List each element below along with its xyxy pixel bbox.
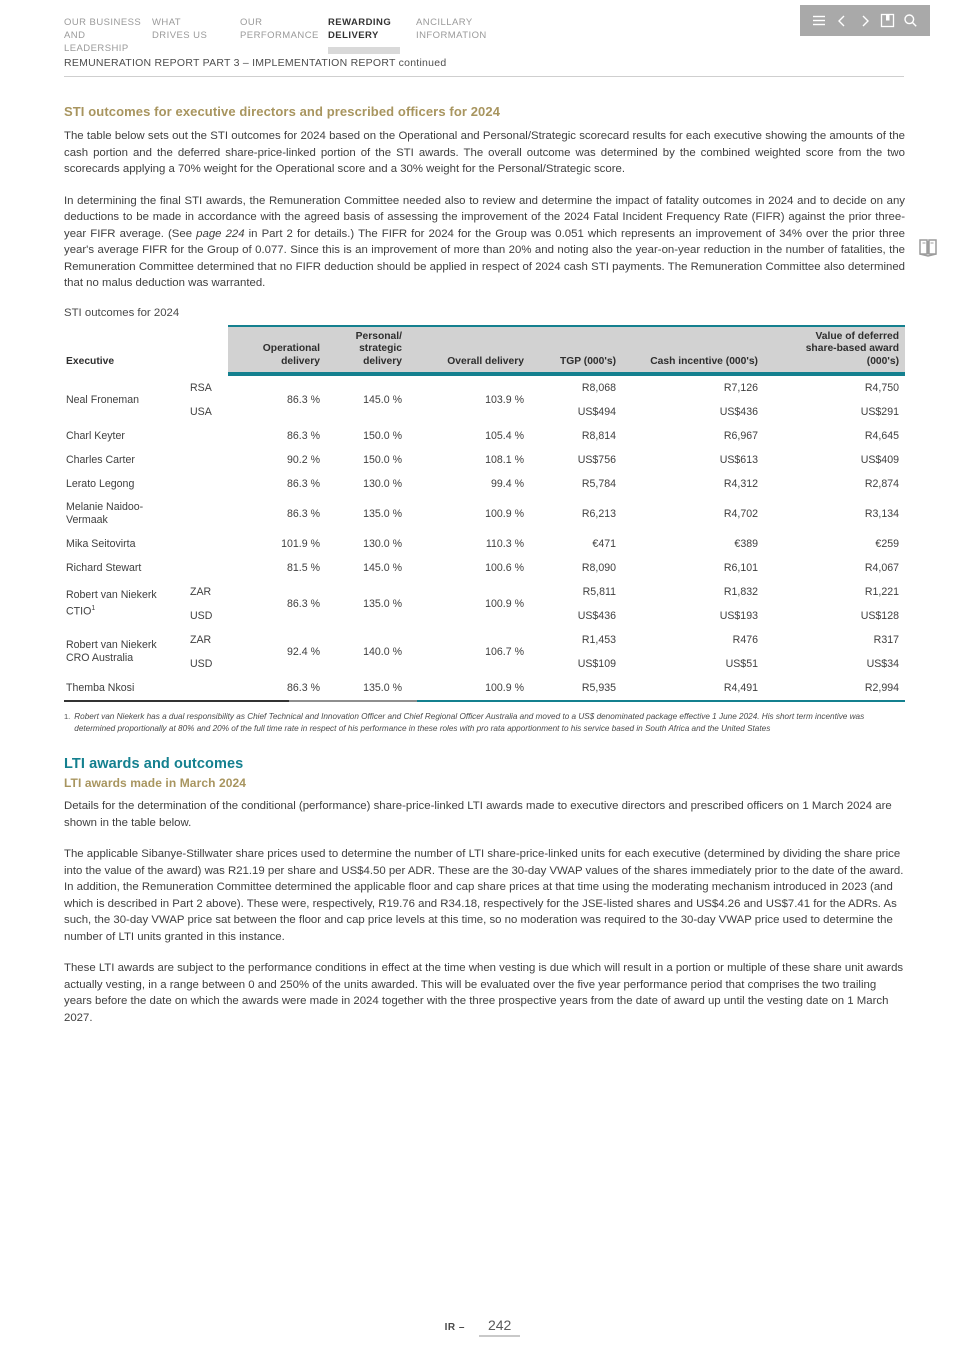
cell-cash-incentive: US$436 xyxy=(719,406,758,418)
menu-icon[interactable] xyxy=(810,11,829,30)
cell-tgp: R5,811 xyxy=(582,586,616,598)
nav-tab-line1: WHAT xyxy=(152,17,182,28)
cell-deferred-award: R3,134 xyxy=(864,508,899,520)
cell-deferred-award: US$128 xyxy=(860,610,899,622)
nav-tab-line2: INFORMATION xyxy=(416,30,487,41)
rule-segment-gray xyxy=(289,700,417,702)
rule-segment-teal xyxy=(417,700,905,702)
cell-executive-name xyxy=(64,580,182,628)
col-header-executive: Executive xyxy=(64,326,182,373)
table-row xyxy=(64,496,905,532)
cell-operational-delivery: 81.5 % xyxy=(287,562,320,574)
cell-overall-delivery: 100.9 % xyxy=(485,508,524,520)
cell-currency: ZAR xyxy=(190,633,212,646)
nav-tab-underline xyxy=(328,47,400,54)
cell-tgp: R8,068 xyxy=(581,382,616,394)
col-header-currency xyxy=(182,326,228,373)
nav-tab-rewarding-delivery[interactable] xyxy=(328,16,416,55)
page-content xyxy=(64,104,905,1041)
col-header-line1: Operational xyxy=(262,343,320,354)
nav-tab-our-business[interactable] xyxy=(64,16,152,55)
col-header-cash-incentive xyxy=(622,326,764,373)
cell-currency xyxy=(182,556,228,580)
table-row xyxy=(64,424,905,448)
cell-cash-incentive: R4,491 xyxy=(723,682,758,694)
cell-overall-delivery: 106.7 % xyxy=(485,646,524,658)
cell-tgp: R8,814 xyxy=(581,430,616,442)
col-header-line2: share-based award xyxy=(805,343,899,354)
cell-deferred-award: R4,067 xyxy=(864,562,899,574)
cell-personal-delivery: 130.0 % xyxy=(363,478,402,490)
viewer-toolbar xyxy=(800,5,930,36)
lti-section-heading: LTI awards and outcomes xyxy=(64,756,244,772)
cell-currency: USD xyxy=(190,609,213,622)
cell-overall-delivery: 108.1 % xyxy=(485,454,524,466)
top-navigation xyxy=(64,16,504,55)
cell-deferred-award: R2,994 xyxy=(864,682,899,694)
cell-operational-delivery: 86.3 % xyxy=(287,478,320,490)
cell-executive-name xyxy=(64,628,182,676)
table-bottom-rule xyxy=(64,700,905,702)
cell-cash-incentive: R4,312 xyxy=(723,478,758,490)
cell-cash-incentive: R6,967 xyxy=(723,430,758,442)
lti-paragraph-1: Details for the determination of the conditional (performance) share-price-linked LTI awards made to executive directors and prescribed officers on 1 March 2024 are shown in the table below. xyxy=(64,800,892,829)
executive-role: CRO Australia xyxy=(66,652,134,664)
cell-tgp: R5,935 xyxy=(581,682,616,694)
cell-operational-delivery: 92.4 % xyxy=(287,646,320,658)
cell-deferred-award: €259 xyxy=(875,538,899,550)
rule-segment-dark xyxy=(64,700,289,702)
cell-cash-incentive: €389 xyxy=(734,538,758,550)
cell-executive-name xyxy=(64,376,182,424)
executive-name: Robert van Niekerk xyxy=(66,639,157,651)
cell-currency xyxy=(182,676,228,700)
cell-cash-incentive: R6,101 xyxy=(723,562,758,574)
cell-cash-incentive: R1,832 xyxy=(723,586,758,598)
cell-tgp: R1,453 xyxy=(581,634,616,646)
cell-personal-delivery: 150.0 % xyxy=(363,430,402,442)
col-header-tgp xyxy=(530,326,622,373)
cell-personal-delivery: 135.0 % xyxy=(363,508,402,520)
next-page-icon[interactable] xyxy=(855,11,874,30)
executive-name: Robert van Niekerk xyxy=(66,589,157,602)
cell-personal-delivery: 130.0 % xyxy=(363,538,402,550)
cell-deferred-award: US$409 xyxy=(860,454,899,466)
sti-para2-emphasis: page 224 xyxy=(196,227,245,240)
prev-page-icon[interactable] xyxy=(833,11,852,30)
cell-overall-delivery: 110.3 % xyxy=(485,538,524,550)
cell-currency: USA xyxy=(190,405,212,418)
cell-currency: USD xyxy=(190,657,213,670)
cell-overall-delivery: 100.6 % xyxy=(485,562,524,574)
col-header-line1: Overall delivery xyxy=(447,355,524,367)
cell-operational-delivery: 101.9 % xyxy=(281,538,320,550)
col-header-deferred-share-award xyxy=(764,326,905,373)
cell-tgp: US$436 xyxy=(577,610,616,622)
cell-cash-incentive: R4,702 xyxy=(723,508,758,520)
cell-cash-incentive: US$51 xyxy=(725,658,758,670)
cell-currency xyxy=(182,532,228,556)
sti-section-heading: STI outcomes for executive directors and prescribed officers for 2024 xyxy=(64,104,501,119)
cell-operational-delivery: 90.2 % xyxy=(287,454,320,466)
cell-tgp: US$494 xyxy=(577,406,616,418)
cell-tgp: R8,090 xyxy=(581,562,616,574)
cell-operational-delivery: 86.3 % xyxy=(287,682,320,694)
col-header-line1: TGP (000's) xyxy=(559,355,616,367)
cell-deferred-award: US$291 xyxy=(860,406,899,418)
footer-page-number: 242 xyxy=(479,1317,520,1337)
cell-currency xyxy=(182,496,228,532)
table-row xyxy=(64,532,905,556)
cell-executive-name: Themba Nkosi xyxy=(66,681,135,694)
open-book-icon[interactable] xyxy=(917,236,939,258)
running-head-continued: continued xyxy=(398,57,447,69)
cell-deferred-award: R2,874 xyxy=(864,478,899,490)
cell-currency xyxy=(182,424,228,448)
cell-tgp: €471 xyxy=(592,538,616,550)
col-header-overall-delivery xyxy=(408,326,530,373)
cell-cash-incentive: R476 xyxy=(732,634,758,646)
page-footer xyxy=(0,1317,965,1337)
lti-paragraph-2: The applicable Sibanye-Stillwater share prices used to determine the number of LTI share-price-linked units for each executive (determined by dividing the share price into the value of the award) was R21.19 per share and US$4.50 per ADR. These are the 30-day VWAP values of the shares immediately prior to the date of the award. In addition, the Remuneration Committee determined the applicable floor and cap share prices at that time using the moderating mechanism introduced in 2023 (and which is described in Part 2 above). These were, respectively, R19.76 and R34.18, respectively for the JSE-listed shares and US$4.26 and US$7.41 for the ADRs. As such, the 30-day VWAP price sat between the floor and cap price levels at this time, so no moderation was required to the 30-day VWAP price used to determine the number of LTI units granted in this instance. xyxy=(64,848,904,943)
bookmark-icon[interactable] xyxy=(878,11,897,30)
cell-tgp: R6,213 xyxy=(581,508,616,520)
cell-currency: ZAR xyxy=(190,585,212,598)
lti-subsection-heading: LTI awards made in March 2024 xyxy=(64,776,247,790)
cell-executive-name: Mika Seitovirta xyxy=(66,537,136,550)
cell-currency xyxy=(182,448,228,472)
cell-personal-delivery: 135.0 % xyxy=(363,598,402,610)
nav-tab-line1: ANCILLARY xyxy=(416,17,473,28)
col-header-line2: delivery xyxy=(281,355,320,367)
cell-overall-delivery: 103.9 % xyxy=(485,394,524,406)
col-header-line1: Personal/ xyxy=(355,330,402,342)
running-head xyxy=(64,57,904,77)
cell-personal-delivery: 150.0 % xyxy=(363,454,402,466)
col-header-operational-delivery xyxy=(228,326,326,373)
col-header-line1: Value of deferred xyxy=(815,330,899,342)
cell-cash-incentive: US$613 xyxy=(719,454,758,466)
cell-deferred-award: US$34 xyxy=(866,658,899,670)
cell-overall-delivery: 100.9 % xyxy=(485,682,524,694)
table-row xyxy=(64,448,905,472)
lti-paragraph-3: These LTI awards are subject to the performance conditions in effect at the time when vesting is due which will result in a portion or multiple of these share unit awards actually vesting, in a range between 0 and 250% of the units awarded. This will be evaluated over the five year performance period that comprises the two trailing years before the date on which the awards were made in 2024 together with the three prospective years from the date of award up until the vesting date on 1 March 2027. xyxy=(64,962,904,1024)
cell-executive-name: Charles Carter xyxy=(66,453,135,466)
cell-executive-name: Richard Stewart xyxy=(66,561,142,574)
table-row xyxy=(64,556,905,580)
sti-paragraph-1: The table below sets out the STI outcomes for 2024 based on the Operational and Personal/Strategic scorecard results for each executive showing the amounts of the cash portion and the deferred share-price-linked portion of the STI awards. The overall outcome was determined by the combined weighted score from the two scorecards applying a 70% weight for the Operational score and a 30% weight for the Personal/Strategic score. xyxy=(64,130,905,175)
search-icon[interactable] xyxy=(901,11,920,30)
sti-para2-part-a: In determining the final STI awards, the Remuneration Committee needed also to review and determine the impact of fatality outcomes in 2024 and to decide on any deductions to be made in accordance with the agreed basis of assessing the improvement of the 2024 Fatal Incident Frequency Rate (FIFR) against the prior three-year FIFR average. (See xyxy=(64,194,905,240)
sti-para2-part-b: in Part 2 for details.) The FIFR for 2024 for the Group was 0.051 which represents an improvement of 34% over the prior three year's average FIFR for the Group of 0.077. Since this is an improvement of more than 20% and noting also the year-on-year reduction in the number of fatalities, the Remuneration Committee determined that no FIFR deduction should be applied in respect of 2024 cash STI payments. The Remuneration Committee also determined that no malus deduction was warranted. xyxy=(64,227,905,289)
nav-tab-what-drives-us[interactable] xyxy=(152,16,240,55)
cell-cash-incentive: US$193 xyxy=(719,610,758,622)
sti-table-footnote xyxy=(64,711,905,734)
col-header-line3: delivery xyxy=(363,355,402,367)
nav-tab-line2: AND LEADERSHIP xyxy=(64,30,129,54)
nav-tab-line1: OUR BUSINESS xyxy=(64,17,142,28)
nav-tab-line2: DELIVERY xyxy=(328,30,379,41)
nav-tab-line1: OUR xyxy=(240,17,263,28)
cell-personal-delivery: 145.0 % xyxy=(363,394,402,406)
cell-personal-delivery: 140.0 % xyxy=(363,646,402,658)
table-row xyxy=(64,676,905,700)
cell-operational-delivery: 86.3 % xyxy=(287,598,320,610)
cell-cash-incentive: R7,126 xyxy=(723,382,758,394)
cell-tgp: US$109 xyxy=(577,658,616,670)
footer-report-label: IR – xyxy=(444,1321,465,1333)
sti-paragraph-2 xyxy=(64,193,905,292)
table-row xyxy=(64,628,905,652)
cell-executive-name: Charl Keyter xyxy=(66,429,125,442)
cell-deferred-award: R4,645 xyxy=(864,430,899,442)
cell-personal-delivery: 145.0 % xyxy=(363,562,402,574)
cell-operational-delivery: 86.3 % xyxy=(287,508,320,520)
cell-deferred-award: R1,221 xyxy=(864,586,899,598)
footnote-marker: 1 xyxy=(91,605,96,613)
nav-tab-line2: PERFORMANCE xyxy=(240,30,319,41)
table-row xyxy=(64,376,905,400)
sti-table-caption: STI outcomes for 2024 xyxy=(64,306,180,319)
col-header-line2: strategic xyxy=(359,343,402,354)
cell-tgp: US$756 xyxy=(577,454,616,466)
col-header-personal-strategic-delivery xyxy=(326,326,408,373)
executive-name: Neal Froneman xyxy=(66,393,140,406)
cell-deferred-award: R317 xyxy=(873,634,899,646)
cell-executive-name: Lerato Legong xyxy=(66,477,135,490)
running-head-main: REMUNERATION REPORT PART 3 – IMPLEMENTATION REPORT xyxy=(64,57,396,69)
col-header-line3: (000's) xyxy=(866,355,899,367)
cell-executive-name: Melanie Naidoo-Vermaak xyxy=(66,501,144,526)
cell-overall-delivery: 99.4 % xyxy=(491,478,524,490)
cell-operational-delivery: 86.3 % xyxy=(287,394,320,406)
sti-outcomes-table xyxy=(64,325,905,701)
cell-currency xyxy=(182,472,228,496)
executive-role: CTIO xyxy=(66,605,92,618)
cell-currency: RSA xyxy=(190,381,212,394)
cell-operational-delivery: 86.3 % xyxy=(287,430,320,442)
table-row xyxy=(64,472,905,496)
cell-tgp: R5,784 xyxy=(581,478,616,490)
nav-tab-line2: DRIVES US xyxy=(152,30,208,41)
cell-overall-delivery: 105.4 % xyxy=(485,430,524,442)
footnote-text: Robert van Niekerk has a dual responsibility as Chief Technical and Innovation Officer and Chief Regional Officer Australia and moved to a US$ denominated package effective 1 June 2024. His short term incentive was determined proportionally at 80% and 20% of the full time rate in respect of his performance in these roles with pro rata apportionment to his service based in South Africa and the United States xyxy=(74,712,865,733)
cell-overall-delivery: 100.9 % xyxy=(485,598,524,610)
col-header-line1: Cash incentive (000's) xyxy=(650,355,758,367)
cell-personal-delivery: 135.0 % xyxy=(363,682,402,694)
table-row xyxy=(64,580,905,604)
nav-tab-ancillary-information[interactable] xyxy=(416,16,504,55)
nav-tab-our-performance[interactable] xyxy=(240,16,328,55)
footnote-number: 1. xyxy=(64,712,71,721)
cell-deferred-award: R4,750 xyxy=(864,382,899,394)
nav-tab-line1: REWARDING xyxy=(328,17,392,28)
